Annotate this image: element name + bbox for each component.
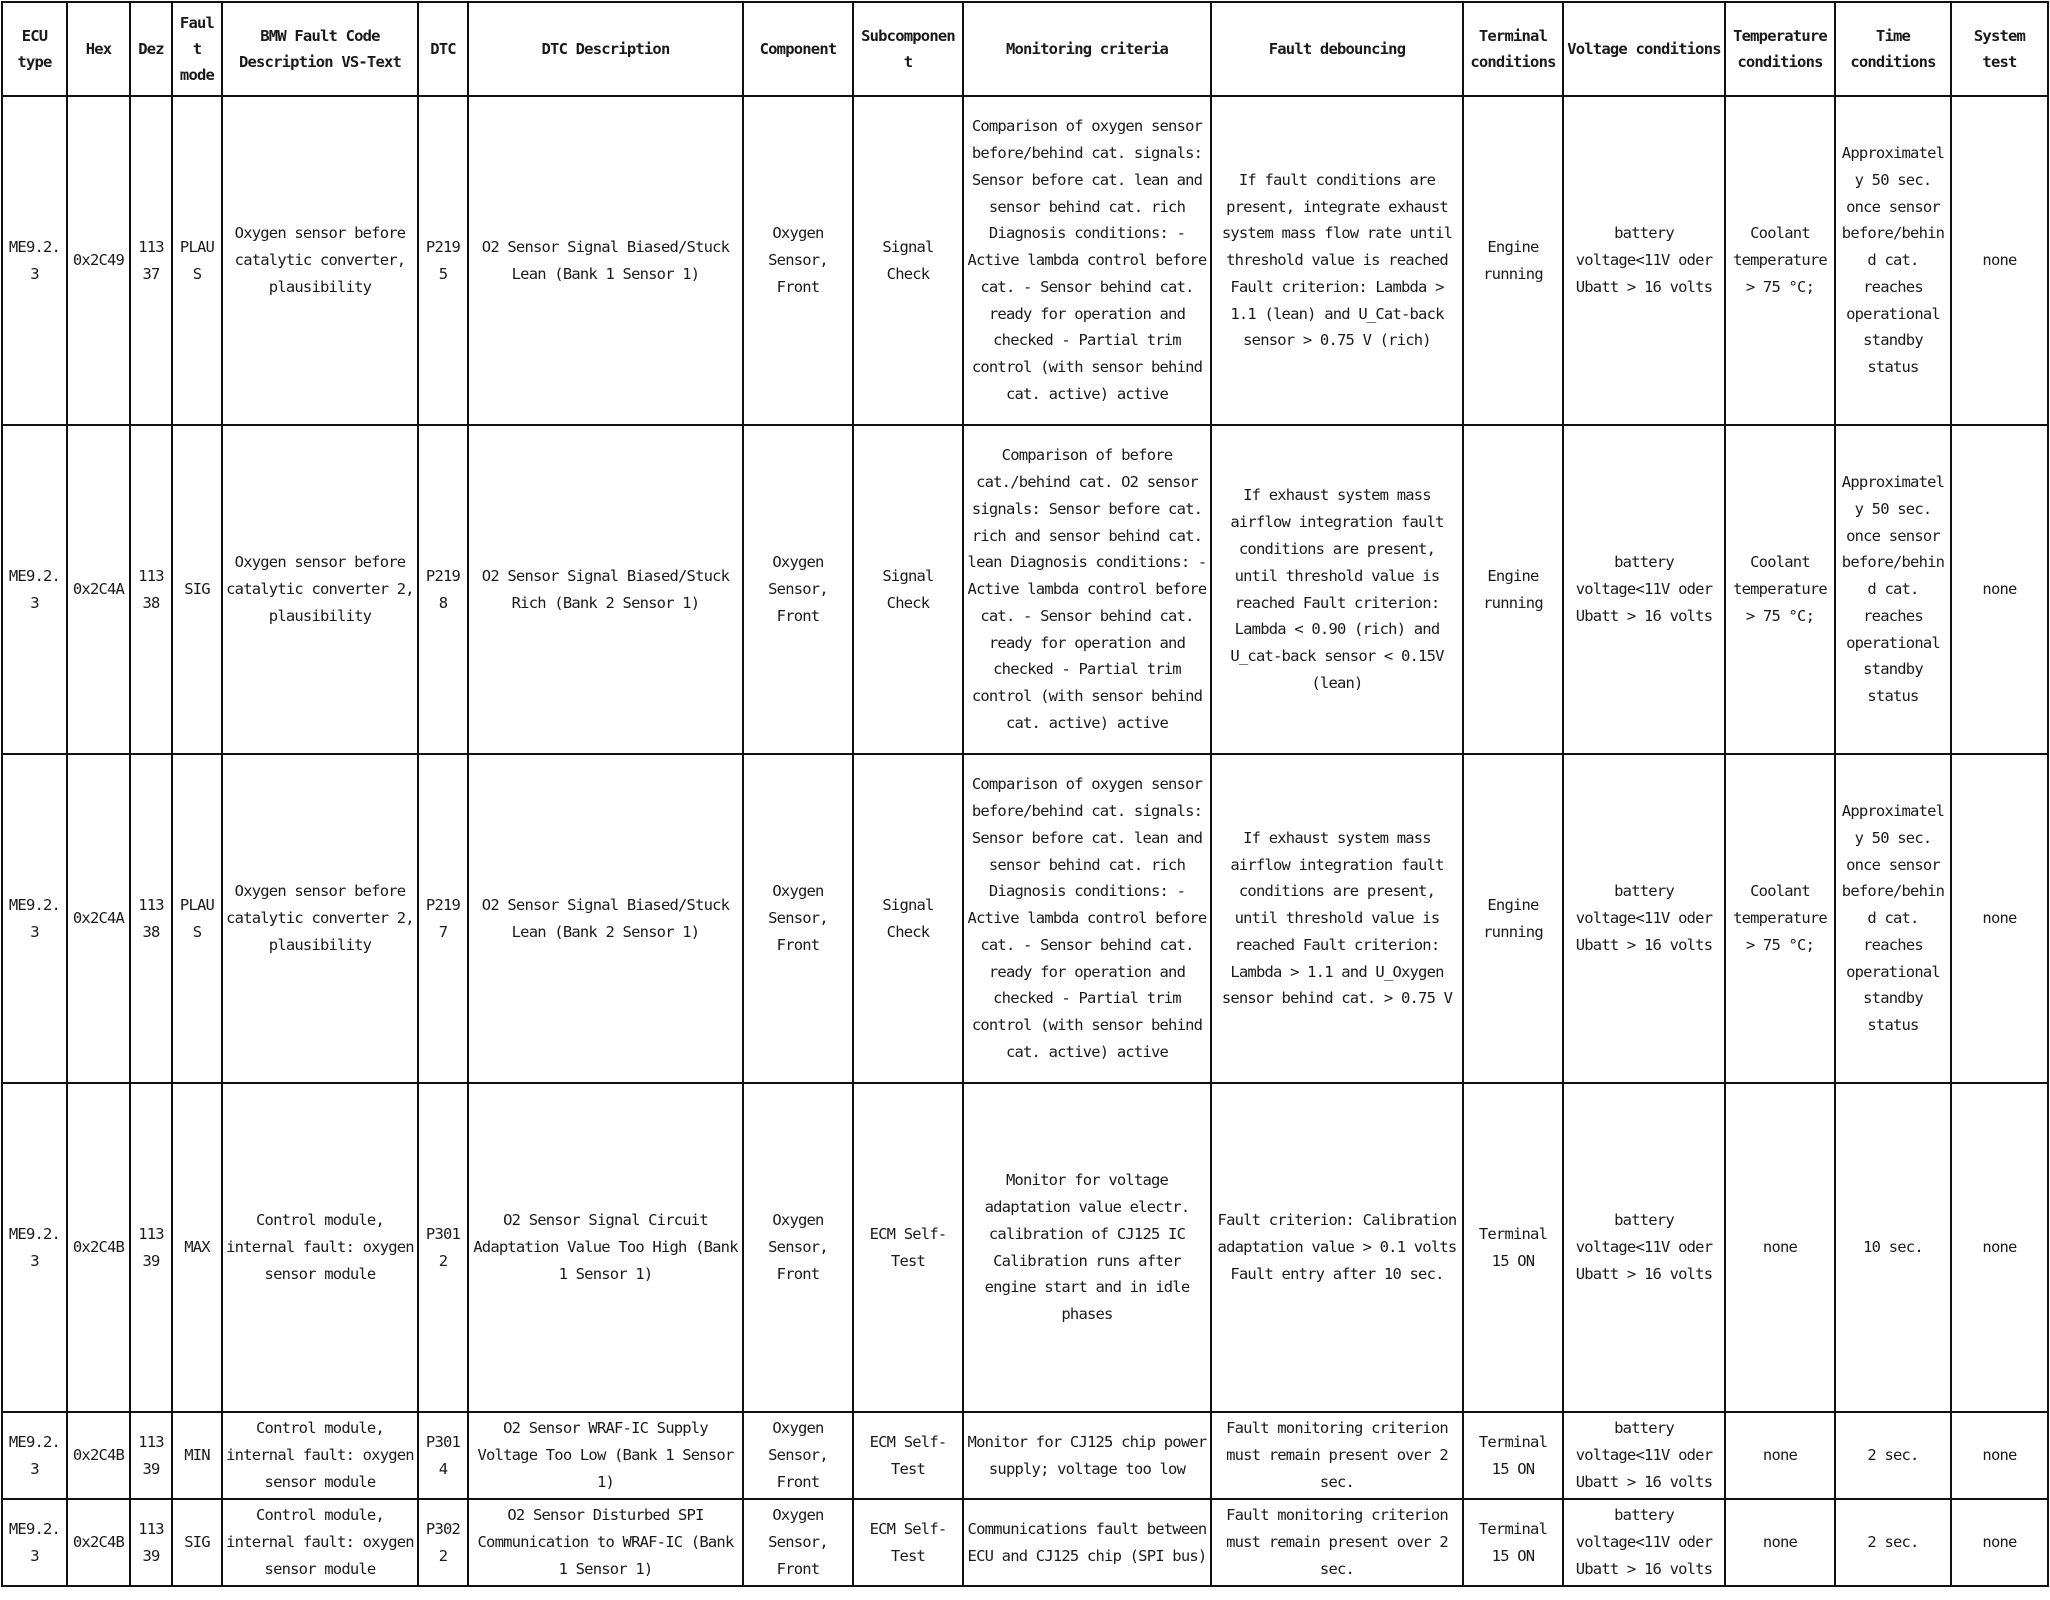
cell-fault-debouncing: If fault conditions are present, integrate exhaust system mass flow rate until threshold value is reached Fault criterion: Lambda > 1.1 (lean) and U_Cat-back sensor > 0.75 V (rich) [1211, 96, 1463, 425]
cell-time-conditions: Approximately 50 sec. once sensor before/behind cat. reaches operational standby status [1835, 96, 1951, 425]
cell-bmw-description: Oxygen sensor before catalytic converter 2, plausibility [222, 425, 418, 754]
cell-dtc-description: O2 Sensor WRAF-IC Supply Voltage Too Low (Bank 1 Sensor 1) [468, 1412, 743, 1499]
cell-ecu-type: ME9.2.3 [2, 1083, 67, 1412]
cell-dez: 11338 [130, 754, 172, 1083]
cell-ecu-type: ME9.2.3 [2, 754, 67, 1083]
cell-temperature-conditions: none [1725, 1083, 1835, 1412]
cell-bmw-description: Control module, internal fault: oxygen sensor module [222, 1412, 418, 1499]
cell-system-test: none [1951, 1499, 2048, 1586]
cell-voltage-conditions: battery voltage<11V oder Ubatt > 16 volts [1563, 96, 1725, 425]
cell-dez: 11337 [130, 96, 172, 425]
cell-monitoring-criteria: Comparison of before cat./behind cat. O2 sensor signals: Sensor before cat. rich and sensor behind cat. lean Diagnosis conditions: - Active lambda control before cat. - Sensor behind cat. ready for operation and checked - Partial trim control (with sensor behind cat. active) active [963, 425, 1211, 754]
cell-dez: 11339 [130, 1499, 172, 1586]
cell-component: Oxygen Sensor, Front [743, 96, 853, 425]
cell-component: Oxygen Sensor, Front [743, 425, 853, 754]
cell-system-test: none [1951, 425, 2048, 754]
cell-hex: 0x2C4A [67, 425, 130, 754]
cell-system-test: none [1951, 1412, 2048, 1499]
table-row [2, 425, 2048, 754]
column-header-temperature-conditions: Temperature conditions [1725, 2, 1835, 96]
column-header-system-test: System test [1951, 2, 2048, 96]
cell-subcomponent: ECM Self-Test [853, 1083, 963, 1412]
cell-system-test: none [1951, 1083, 2048, 1412]
fault-code-table [1, 1, 2049, 1587]
cell-dtc: P3022 [418, 1499, 468, 1586]
cell-fault-mode: MIN [172, 1412, 222, 1499]
cell-terminal-conditions: Terminal 15 ON [1463, 1083, 1563, 1412]
cell-voltage-conditions: battery voltage<11V oder Ubatt > 16 volts [1563, 1083, 1725, 1412]
column-header-monitoring-criteria: Monitoring criteria [963, 2, 1211, 96]
cell-temperature-conditions: Coolant temperature > 75 °C; [1725, 96, 1835, 425]
cell-terminal-conditions: Engine running [1463, 754, 1563, 1083]
cell-component: Oxygen Sensor, Front [743, 1083, 853, 1412]
cell-ecu-type: ME9.2.3 [2, 1499, 67, 1586]
cell-bmw-description: Oxygen sensor before catalytic converter 2, plausibility [222, 754, 418, 1083]
cell-hex: 0x2C4A [67, 754, 130, 1083]
cell-dtc-description: O2 Sensor Signal Circuit Adaptation Value Too High (Bank 1 Sensor 1) [468, 1083, 743, 1412]
table-row [2, 1499, 2048, 1586]
table-row [2, 1412, 2048, 1499]
cell-time-conditions: 2 sec. [1835, 1412, 1951, 1499]
cell-monitoring-criteria: Monitor for voltage adaptation value electr. calibration of CJ125 IC Calibration runs after engine start and in idle phases [963, 1083, 1211, 1412]
cell-fault-mode: MAX [172, 1083, 222, 1412]
cell-dtc: P3014 [418, 1412, 468, 1499]
cell-subcomponent: ECM Self-Test [853, 1412, 963, 1499]
cell-monitoring-criteria: Comparison of oxygen sensor before/behind cat. signals: Sensor before cat. lean and sensor behind cat. rich Diagnosis conditions: - Active lambda control before cat. - Sensor behind cat. ready for operation and checked - Partial trim control (with sensor behind cat. active) active [963, 96, 1211, 425]
cell-fault-debouncing: If exhaust system mass airflow integration fault conditions are present, until threshold value is reached Fault criterion: Lambda < 0.90 (rich) and U_cat-back sensor < 0.15V (lean) [1211, 425, 1463, 754]
cell-subcomponent: Signal Check [853, 425, 963, 754]
column-header-dtc-description: DTC Description [468, 2, 743, 96]
table-row [2, 754, 2048, 1083]
table-row [2, 1083, 2048, 1412]
cell-bmw-description: Oxygen sensor before catalytic converter, plausibility [222, 96, 418, 425]
cell-terminal-conditions: Terminal 15 ON [1463, 1412, 1563, 1499]
cell-monitoring-criteria: Monitor for CJ125 chip power supply; voltage too low [963, 1412, 1211, 1499]
cell-hex: 0x2C4B [67, 1412, 130, 1499]
column-header-voltage-conditions: Voltage conditions [1563, 2, 1725, 96]
column-header-fault-mode: Fault mode [172, 2, 222, 96]
cell-time-conditions: 10 sec. [1835, 1083, 1951, 1412]
cell-dez: 11339 [130, 1412, 172, 1499]
cell-hex: 0x2C4B [67, 1499, 130, 1586]
table-row [2, 96, 2048, 425]
cell-fault-mode: PLAUS [172, 96, 222, 425]
cell-component: Oxygen Sensor, Front [743, 1499, 853, 1586]
cell-temperature-conditions: Coolant temperature > 75 °C; [1725, 754, 1835, 1083]
cell-temperature-conditions: none [1725, 1499, 1835, 1586]
cell-temperature-conditions: Coolant temperature > 75 °C; [1725, 425, 1835, 754]
cell-dtc-description: O2 Sensor Signal Biased/Stuck Lean (Bank 2 Sensor 1) [468, 754, 743, 1083]
cell-dtc: P2198 [418, 425, 468, 754]
cell-hex: 0x2C49 [67, 96, 130, 425]
column-header-fault-debouncing: Fault debouncing [1211, 2, 1463, 96]
column-header-component: Component [743, 2, 853, 96]
cell-time-conditions: 2 sec. [1835, 1499, 1951, 1586]
cell-dtc-description: O2 Sensor Signal Biased/Stuck Lean (Bank 1 Sensor 1) [468, 96, 743, 425]
cell-subcomponent: ECM Self-Test [853, 1499, 963, 1586]
cell-time-conditions: Approximately 50 sec. once sensor before/behind cat. reaches operational standby status [1835, 425, 1951, 754]
cell-hex: 0x2C4B [67, 1083, 130, 1412]
cell-voltage-conditions: battery voltage<11V oder Ubatt > 16 volts [1563, 425, 1725, 754]
cell-system-test: none [1951, 754, 2048, 1083]
cell-fault-debouncing: Fault monitoring criterion must remain present over 2 sec. [1211, 1499, 1463, 1586]
cell-voltage-conditions: battery voltage<11V oder Ubatt > 16 volts [1563, 754, 1725, 1083]
cell-dez: 11338 [130, 425, 172, 754]
header-row [2, 2, 2048, 96]
column-header-terminal-conditions: Terminal conditions [1463, 2, 1563, 96]
cell-voltage-conditions: battery voltage<11V oder Ubatt > 16 volts [1563, 1412, 1725, 1499]
column-header-subcomponent: Subcomponent [853, 2, 963, 96]
cell-fault-debouncing: If exhaust system mass airflow integration fault conditions are present, until threshold value is reached Fault criterion: Lambda > 1.1 and U_Oxygen sensor behind cat. > 0.75 V [1211, 754, 1463, 1083]
cell-dtc-description: O2 Sensor Signal Biased/Stuck Rich (Bank 2 Sensor 1) [468, 425, 743, 754]
cell-bmw-description: Control module, internal fault: oxygen sensor module [222, 1083, 418, 1412]
cell-time-conditions: Approximately 50 sec. once sensor before/behind cat. reaches operational standby status [1835, 754, 1951, 1083]
cell-terminal-conditions: Terminal 15 ON [1463, 1499, 1563, 1586]
cell-component: Oxygen Sensor, Front [743, 1412, 853, 1499]
column-header-time-conditions: Time conditions [1835, 2, 1951, 96]
cell-fault-mode: SIG [172, 425, 222, 754]
cell-fault-debouncing: Fault monitoring criterion must remain present over 2 sec. [1211, 1412, 1463, 1499]
cell-subcomponent: Signal Check [853, 96, 963, 425]
cell-monitoring-criteria: Comparison of oxygen sensor before/behind cat. signals: Sensor before cat. lean and sensor behind cat. rich Diagnosis conditions: - Active lambda control before cat. - Sensor behind cat. ready for operation and checked - Partial trim control (with sensor behind cat. active) active [963, 754, 1211, 1083]
cell-dez: 11339 [130, 1083, 172, 1412]
cell-ecu-type: ME9.2.3 [2, 1412, 67, 1499]
cell-terminal-conditions: Engine running [1463, 425, 1563, 754]
cell-fault-mode: SIG [172, 1499, 222, 1586]
cell-component: Oxygen Sensor, Front [743, 754, 853, 1083]
cell-system-test: none [1951, 96, 2048, 425]
cell-monitoring-criteria: Communications fault between ECU and CJ125 chip (SPI bus) [963, 1499, 1211, 1586]
cell-fault-debouncing: Fault criterion: Calibration adaptation value > 0.1 volts Fault entry after 10 sec. [1211, 1083, 1463, 1412]
cell-dtc-description: O2 Sensor Disturbed SPI Communication to WRAF-IC (Bank 1 Sensor 1) [468, 1499, 743, 1586]
column-header-dtc: DTC [418, 2, 468, 96]
cell-dtc: P2197 [418, 754, 468, 1083]
column-header-ecu-type: ECU type [2, 2, 67, 96]
cell-fault-mode: PLAUS [172, 754, 222, 1083]
cell-subcomponent: Signal Check [853, 754, 963, 1083]
column-header-hex: Hex [67, 2, 130, 96]
cell-ecu-type: ME9.2.3 [2, 425, 67, 754]
cell-terminal-conditions: Engine running [1463, 96, 1563, 425]
cell-ecu-type: ME9.2.3 [2, 96, 67, 425]
cell-dtc: P3012 [418, 1083, 468, 1412]
cell-voltage-conditions: battery voltage<11V oder Ubatt > 16 volts [1563, 1499, 1725, 1586]
column-header-dez: Dez [130, 2, 172, 96]
cell-dtc: P2195 [418, 96, 468, 425]
column-header-bmw-description: BMW Fault Code Description VS-Text [222, 2, 418, 96]
cell-bmw-description: Control module, internal fault: oxygen sensor module [222, 1499, 418, 1586]
cell-temperature-conditions: none [1725, 1412, 1835, 1499]
